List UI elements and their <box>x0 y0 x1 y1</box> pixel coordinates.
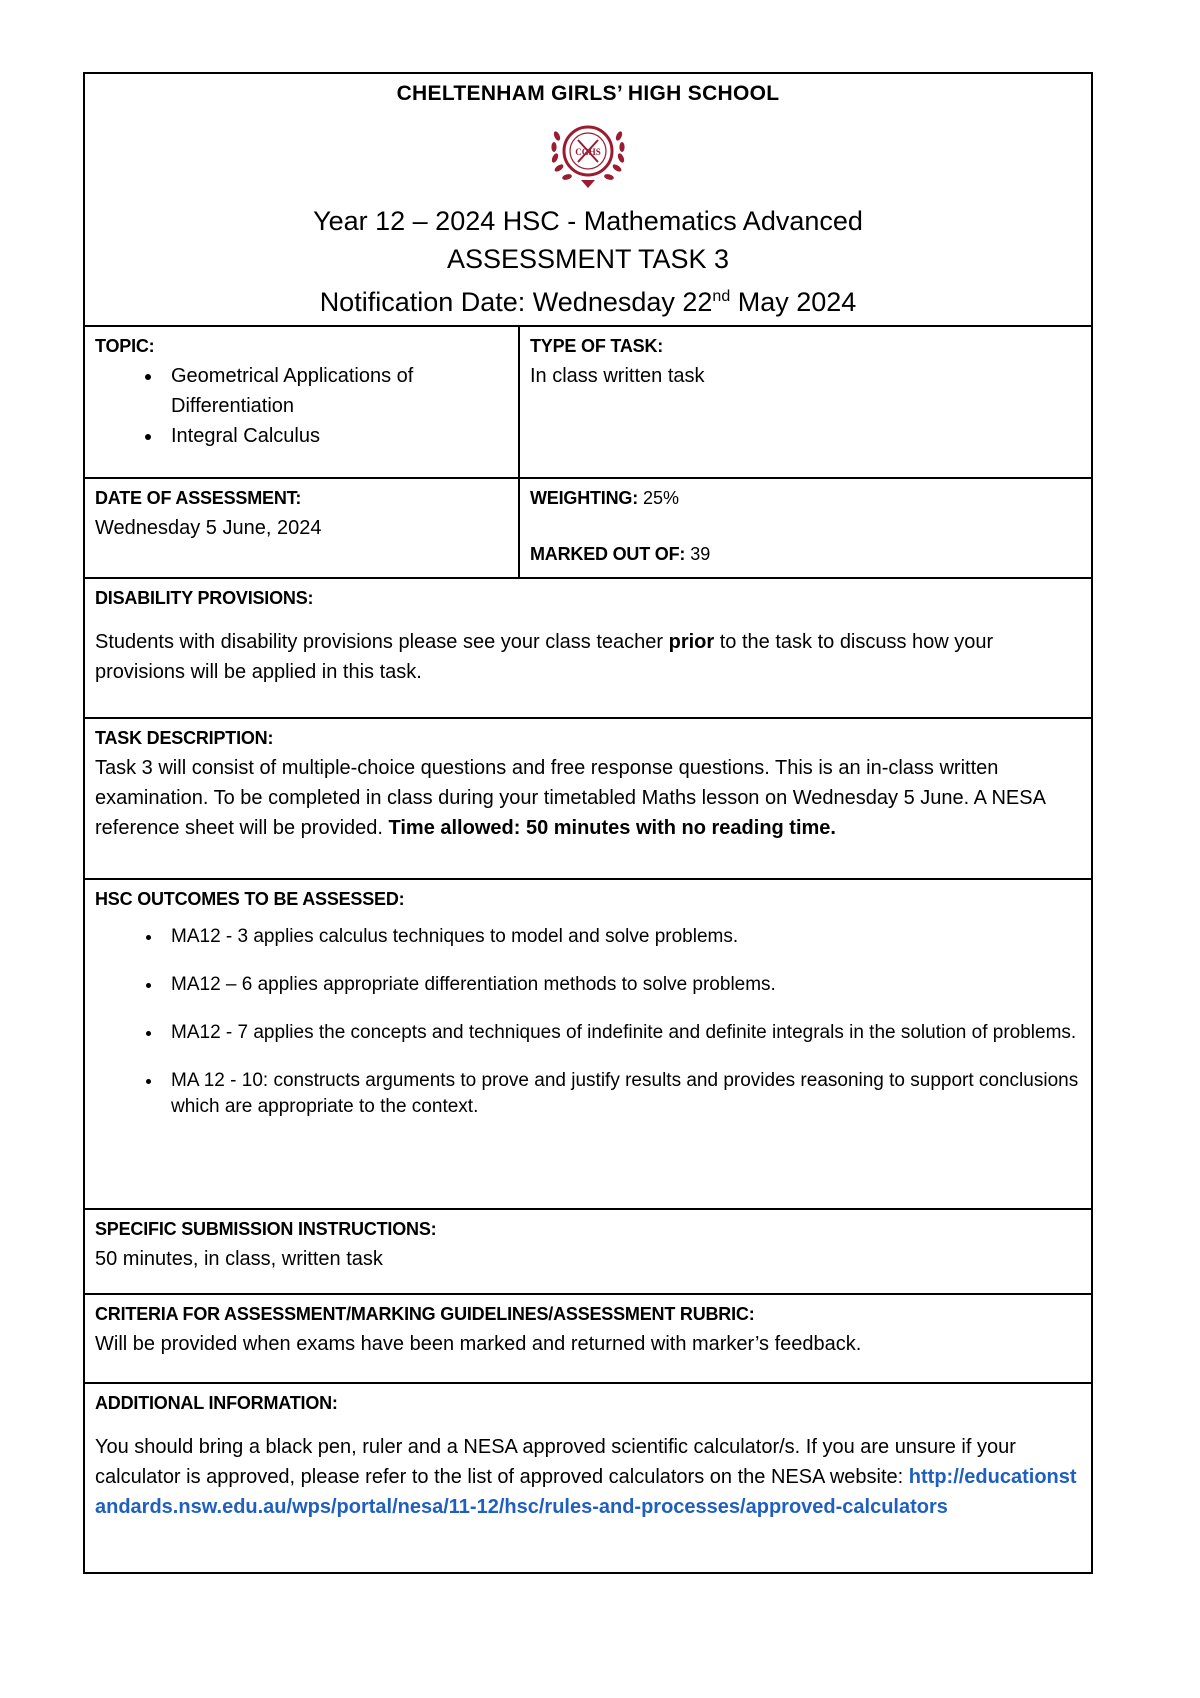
disability-text: Students with disability provisions please see your class teacher prior to the task to discuss how your provisions will be applied in this task. <box>95 631 994 683</box>
list-item: • MA12 – 6 applies appropriate differentiation methods to solve problems. <box>163 972 1081 998</box>
notification-date: Notification Date: Wednesday 22nd May 2024 <box>319 287 857 317</box>
nesa-calculators-link[interactable]: http://educationstandards.nsw.edu.au/wps/portal/nesa/11-12/hsc/rules-and-processes/approved-calculators <box>95 1466 1077 1518</box>
type-value: In class written task <box>530 365 705 387</box>
criteria-row <box>85 1293 1091 1382</box>
disability-label: DISABILITY PROVISIONS: <box>95 588 314 608</box>
disability-row <box>85 577 1091 717</box>
list-item: • MA12 - 7 applies the concepts and techniques of indefinite and definite integrals in the solution of problems. <box>163 1020 1081 1046</box>
submission-value: 50 minutes, in class, written task <box>95 1248 383 1270</box>
additional-info-label: ADDITIONAL INFORMATION: <box>95 1393 338 1413</box>
school-crest-icon <box>545 118 631 194</box>
submission-cell <box>85 1210 1091 1280</box>
type-cell <box>520 327 1091 477</box>
topic-list <box>95 361 508 451</box>
outcomes-list <box>95 924 1081 1120</box>
outcomes-row <box>85 878 1091 1208</box>
criteria-value: Will be provided when exams have been marked and returned with marker’s feedback. <box>95 1333 862 1355</box>
criteria-label: CRITERIA FOR ASSESSMENT/MARKING GUIDELINES/ASSESSMENT RUBRIC: <box>95 1304 755 1324</box>
school-name: CHELTENHAM GIRLS’ HIGH SCHOOL <box>396 82 780 105</box>
crest-monogram: CGHS <box>575 147 601 157</box>
submission-label: SPECIFIC SUBMISSION INSTRUCTIONS: <box>95 1219 437 1239</box>
task-description-text: Task 3 will consist of multiple-choice questions and free response questions. This is an in-class written examination. To be completed in class during your timetabled Maths lesson on Wednesday 5 June. A NESA reference sheet will be provided. Time allowed: 50 minutes with no reading time. <box>95 757 1045 839</box>
list-item: • Geometrical Applications of Differentiation <box>163 361 508 421</box>
date-label: DATE OF ASSESSMENT: <box>95 488 302 508</box>
task-description-cell <box>85 719 1091 849</box>
weighting-line: WEIGHTING: 25% <box>530 488 680 508</box>
weighting-cell <box>520 479 1091 577</box>
additional-info-cell <box>85 1384 1091 1528</box>
list-item: • MA 12 - 10: constructs arguments to prove and justify results and provides reasoning to support conclusions which are appropriate to the context. <box>163 1068 1081 1120</box>
additional-info-text: You should bring a black pen, ruler and a NESA approved scientific calculator/s. If you are unsure if your calculator is approved, please refer to the list of approved calculators on the NESA website: http://educationstandards.nsw.edu.au/wps/portal/nesa/11-12/hsc/rules-and-processes/approved-calculators <box>95 1436 1077 1518</box>
topic-type-row <box>85 325 1091 477</box>
outcomes-cell <box>85 880 1091 1132</box>
additional-info-row <box>85 1382 1091 1572</box>
task-title: ASSESSMENT TASK 3 <box>446 244 730 274</box>
submission-row <box>85 1208 1091 1293</box>
date-weighting-row <box>85 477 1091 577</box>
course-title: Year 12 – 2024 HSC - Mathematics Advanced <box>313 206 863 236</box>
task-description-row <box>85 717 1091 878</box>
header-section <box>85 74 1091 325</box>
task-description-label: TASK DESCRIPTION: <box>95 728 274 748</box>
list-item: • MA12 - 3 applies calculus techniques to model and solve problems. <box>163 924 1081 950</box>
assessment-notification-table <box>83 72 1093 1574</box>
topic-label: TOPIC: <box>95 336 155 356</box>
outcomes-label: HSC OUTCOMES TO BE ASSESSED: <box>95 889 405 909</box>
date-value: Wednesday 5 June, 2024 <box>95 517 322 539</box>
type-label: TYPE OF TASK: <box>530 336 664 356</box>
topic-cell <box>85 327 520 477</box>
list-item: • Integral Calculus <box>163 421 508 451</box>
criteria-cell <box>85 1295 1091 1365</box>
date-cell <box>85 479 520 577</box>
marked-out-of-line: MARKED OUT OF: 39 <box>530 544 711 564</box>
disability-cell <box>85 579 1091 693</box>
